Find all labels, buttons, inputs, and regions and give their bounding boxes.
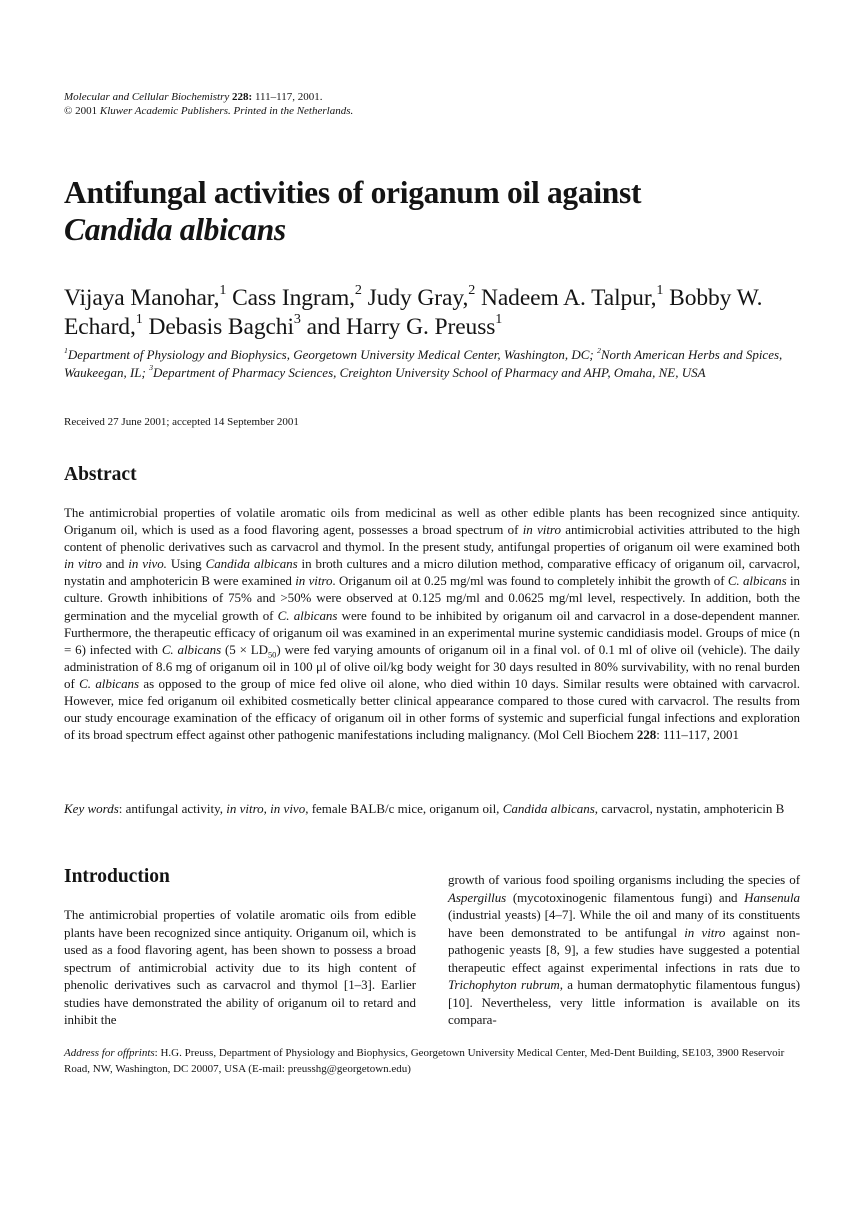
subscript-run: 50 <box>267 649 277 660</box>
author: Bobby W. Echard, <box>64 285 763 340</box>
abstract-heading: Abstract <box>64 464 137 485</box>
affiliation-marker: 3 <box>149 363 153 373</box>
text-run: , carvacrol, nystatin, amphotericin B <box>594 801 785 816</box>
text-run: against non-pathogenic yeasts [8, 9], a few studies have suggested a potential therapeutic effect against experimental infections in rats due to <box>448 924 800 975</box>
author: Judy Gray, <box>361 285 469 311</box>
text-run: . Origanum oil at 0.25 mg/ml was found to completely inhibit the growth of <box>332 573 728 589</box>
affiliations <box>64 346 804 381</box>
italic-run: Trichophyton rubrum, <box>448 977 563 993</box>
italic-run: in vitro <box>684 924 726 940</box>
italic-run: in vitro <box>295 573 333 589</box>
affiliation-text: North American Herbs and Spices, Waukeegan, IL; <box>64 347 783 380</box>
text-run: (industrial yeasts) [4–7]. While the oil and many of its constituents have been demonstrated to be antifungal <box>448 907 800 940</box>
journal-copyright <box>64 104 353 118</box>
italic-run: Candida albicans <box>205 556 298 572</box>
text-run: ) were fed varying amounts of origanum oil in a final vol. of 0.1 ml of olive oil (vehicle). The daily administration of 8.6 mg of origanum oil in 100 μl of olive oil/kg body weight for 30 days resulted in 80% survivability, with no renal burden of <box>64 641 800 691</box>
italic-run: Candida albicans <box>502 801 595 816</box>
title-line-2: Candida albicans <box>64 212 286 247</box>
text-run: a human dermatophytic filamentous fungus) [10]. Nevertheless, very little information is available on its compara- <box>448 977 801 1028</box>
italic-run: in vitro <box>522 522 561 538</box>
affiliation-marker: 1 <box>219 282 227 299</box>
abstract-text <box>64 504 800 743</box>
journal-header <box>64 90 353 118</box>
text-run: in culture. Growth inhibitions of 75% and >50% were observed at 0.125 mg/ml and 0.0625 mg/ml level, respectively. In addition, both the germination and the mycelial growth of <box>64 573 800 623</box>
italic-run: in vivo. <box>128 556 167 572</box>
introduction-right-column <box>448 871 800 1029</box>
italic-run: C. albicans <box>277 607 338 623</box>
italic-run: Aspergillus <box>448 889 507 905</box>
italic-run: Hansenula <box>744 889 800 905</box>
text-run: (5 × LD <box>221 641 268 657</box>
footnote-text: : H.G. Preuss, Department of Physiology and Biophysics, Georgetown University Medical Center, Med-Dent Building, SE103, 3900 Reservoir Road, NW, Washington, DC 20007, USA (E-mail: preusshg@georgetown.edu) <box>64 1047 785 1075</box>
author: Debasis Bagchi <box>142 314 294 340</box>
text-run: : 111–117, 2001 <box>656 727 739 743</box>
received-dates: Received 27 June 2001; accepted 14 September 2001 <box>64 416 299 428</box>
author: and Harry G. Preuss <box>300 314 496 340</box>
keywords <box>64 800 800 818</box>
text-run: growth of various food spoiling organisms including the species of <box>448 872 800 887</box>
author: Vijaya Manohar, <box>64 285 220 311</box>
text-run: as opposed to the group of mice fed olive oil alone, who died within 10 days. Similar results were obtained with carvacrol. However, mice fed origanum oil exhibited cosmetically better clinical appearance compared to those cured with carvacrol. The results from our study encourage examination of the efficacy of origanum oil in other forms of systemic and superficial fungal infections and exploration of its broad spectrum effect against other pathogenic manifestations including malignancy. (Mol Cell Biochem <box>64 675 800 743</box>
text-run: antimicrobial activities attributed to the high content of phenolic derivatives such as carvacrol and thymol. In the present study, antifungal properties of origanum oil were examined both <box>64 522 800 555</box>
offprint-address-footnote <box>64 1046 800 1077</box>
journal-citation <box>64 90 353 104</box>
introduction-heading: Introduction <box>64 866 170 887</box>
italic-run: C. albicans <box>161 641 222 657</box>
publisher-line: Kluwer Academic Publishers. Printed in the Netherlands. <box>99 105 354 117</box>
author: Nadeem A. Talpur, <box>475 285 657 311</box>
text-run: and <box>101 556 129 572</box>
text-run: in broth cultures and a micro dilution method, comparative efficacy of origanum oil, carvacrol, nystatin and amphotericin B were examined <box>64 556 800 589</box>
paper-title <box>64 174 804 248</box>
journal-volume: 228: <box>232 91 253 103</box>
italic-run: C. albicans <box>79 675 140 691</box>
text-run: Using <box>166 556 206 572</box>
journal-pages-year: 111–117, 2001. <box>252 91 323 103</box>
keywords-label: Key words <box>64 801 119 816</box>
introduction-left-column: The antimicrobial properties of volatile aromatic oils from edible plants have been recognized since antiquity. Origanum oil, which is used as a food flavoring agent, has been shown to possess a broad spectrum of antimicrobial activity due to its high content of phenolic derivatives such as carvacrol and thymol [1–3]. Earlier studies have demonstrated the ability of origanum oil to retard and inhibit the <box>64 907 416 1028</box>
journal-name: Molecular and Cellular Biochemistry <box>64 91 230 103</box>
footnote-label: Address for offprints <box>64 1047 155 1059</box>
author: Cass Ingram, <box>226 285 355 311</box>
affiliation-marker: 1 <box>656 282 664 299</box>
text-run: were found to be inhibited by origanum oil and carvacrol in a dose-dependent manner. Furthermore, the therapeutic efficacy of origanum oil was examined in an experimental murine systemic candidiasis model. Groups of mice (n = 6) infected with <box>64 607 800 657</box>
affiliation-marker: 1 <box>495 311 503 328</box>
copyright-year: © 2001 <box>64 105 100 117</box>
text-run: , female BALB/c mice, origanum oil, <box>305 801 503 816</box>
affiliation-marker: 2 <box>468 282 476 299</box>
italic-run: in vitro <box>64 556 102 572</box>
text-run: : antifungal activity, <box>118 801 227 816</box>
affiliation-marker: 2 <box>354 282 362 299</box>
affiliation-marker: 1 <box>64 345 68 355</box>
affiliation-text: Department of Pharmacy Sciences, Creighton University School of Pharmacy and AHP, Omaha, NE, USA <box>153 364 706 380</box>
text-run: The antimicrobial properties of volatile aromatic oils from medicinal as well as other edible plants has been recognized since antiquity. Origanum oil, which is used as a food flavoring agent, possesses a broad spectrum of <box>64 505 800 538</box>
affiliation-marker: 3 <box>293 311 301 328</box>
affiliation-marker: 2 <box>596 345 601 355</box>
title-line-1: Antifungal activities of origanum oil against <box>64 175 642 210</box>
italic-run: C. albicans <box>727 573 787 589</box>
text-run: (mycotoxinogenic filamentous fungi) and <box>506 889 745 905</box>
author-list <box>64 284 804 342</box>
italic-run: in vitro, in vivo <box>226 801 306 816</box>
affiliation-marker: 1 <box>135 311 143 328</box>
bold-run: 228 <box>636 727 657 743</box>
affiliation-text: Department of Physiology and Biophysics, Georgetown University Medical Center, Washington, DC; <box>67 347 597 362</box>
